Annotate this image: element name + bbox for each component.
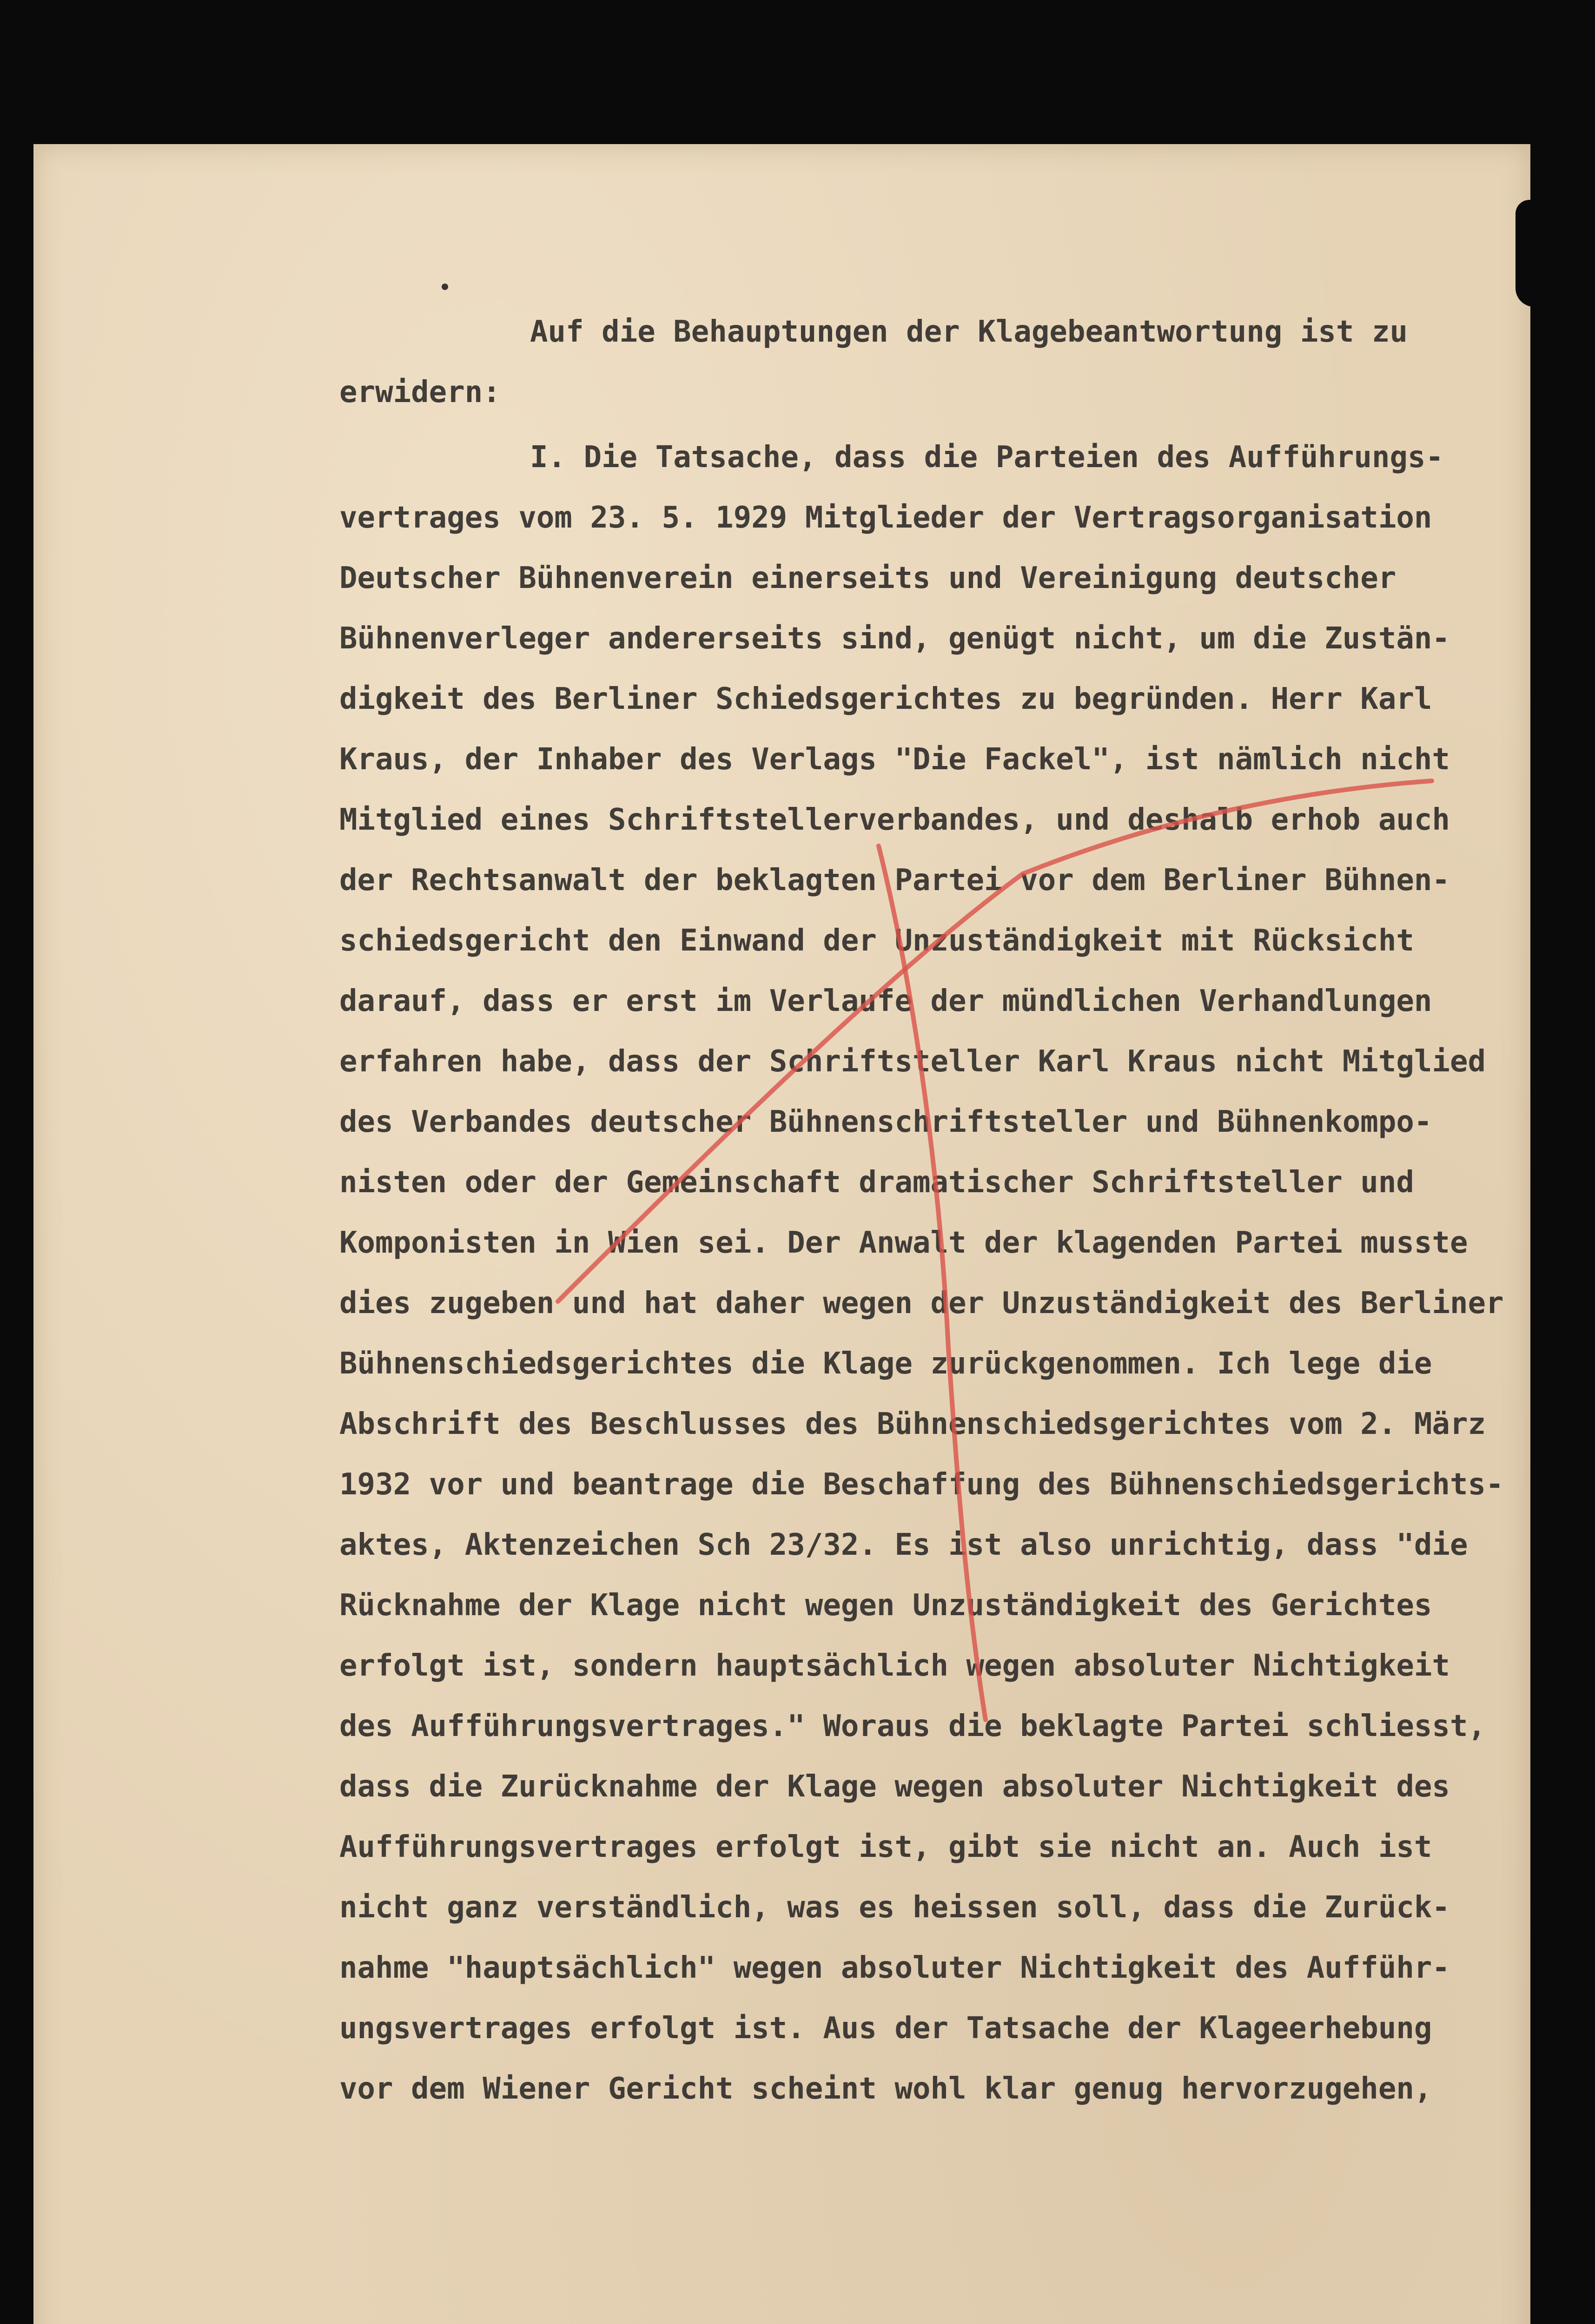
torn-edge <box>1516 200 1557 307</box>
text-line: Kraus, der Inhaber des Verlags "Die Fackel", ist nämlich nicht <box>339 742 1450 777</box>
text-line: schiedsgericht den Einwand der Unzuständigkeit mit Rücksicht <box>339 924 1414 958</box>
text-line: Aufführungsvertrages erfolgt ist, gibt sie nicht an. Auch ist <box>339 1830 1432 1864</box>
text-line: vor dem Wiener Gericht scheint wohl klar genug hervorzugehen, <box>339 2072 1432 2106</box>
text-line: dass die Zurücknahme der Klage wegen absoluter Nichtigkeit des <box>339 1769 1450 1804</box>
text-line: Bühnenverleger andererseits sind, genügt nicht, um die Zustän- <box>339 621 1450 656</box>
text-line: des Verbandes deutscher Bühnenschriftsteller und Bühnenkompo- <box>339 1105 1432 1139</box>
text-line: dies zugeben und hat daher wegen der Unzuständigkeit des Berliner <box>339 1286 1504 1320</box>
text-line: darauf, dass er erst im Verlaufe der mündlichen Verhandlungen <box>339 984 1432 1018</box>
text-line: vertrages vom 23. 5. 1929 Mitglieder der Vertragsorganisation <box>339 501 1432 535</box>
text-line: ungsvertrages erfolgt ist. Aus der Tatsache der Klageerhebung <box>339 2011 1432 2046</box>
text-line: erfolgt ist, sondern hauptsächlich wegen absoluter Nichtigkeit <box>339 1649 1450 1683</box>
text-line: nicht ganz verständlich, was es heissen soll, dass die Zurück- <box>339 1890 1450 1925</box>
text-line: Deutscher Bühnenverein einerseits und Vereinigung deutscher <box>339 561 1396 595</box>
text-line: I. Die Tatsache, dass die Parteien des Aufführungs- <box>530 440 1444 475</box>
text-line: Komponisten in Wien sei. Der Anwalt der klagenden Partei musste <box>339 1226 1468 1260</box>
text-line: digkeit des Berliner Schiedsgerichtes zu begründen. Herr Karl <box>339 682 1432 716</box>
text-line: Auf die Behauptungen der Klagebeantwortung ist zu <box>530 315 1408 349</box>
text-line: Rücknahme der Klage nicht wegen Unzuständigkeit des Gerichtes <box>339 1588 1432 1623</box>
text-line: des Aufführungsvertrages." Woraus die beklagte Partei schliesst, <box>339 1709 1486 1743</box>
text-line: aktes, Aktenzeichen Sch 23/32. Es ist also unrichtig, dass "die <box>339 1528 1468 1562</box>
text-line: nahme "hauptsächlich" wegen absoluter Nichtigkeit des Aufführ- <box>339 1951 1450 1985</box>
text-line: Bühnenschiedsgerichtes die Klage zurückgenommen. Ich lege die <box>339 1347 1432 1381</box>
text-line: erfahren habe, dass der Schriftsteller Karl Kraus nicht Mitglied <box>339 1044 1486 1079</box>
ink-dot <box>442 284 448 290</box>
text-line: Abschrift des Beschlusses des Bühnenschiedsgerichtes vom 2. März <box>339 1407 1486 1441</box>
text-line: nisten oder der Gemeinschaft dramatischer Schriftsteller und <box>339 1165 1414 1200</box>
text-line: Mitglied eines Schriftstellerverbandes, und deshalb erhob auch <box>339 803 1450 837</box>
text-line: erwidern: <box>339 375 501 409</box>
text-line: der Rechtsanwalt der beklagten Partei vor dem Berliner Bühnen- <box>339 863 1450 898</box>
text-line: 1932 vor und beantrage die Beschaffung des Bühnenschiedsgerichts- <box>339 1467 1504 1502</box>
